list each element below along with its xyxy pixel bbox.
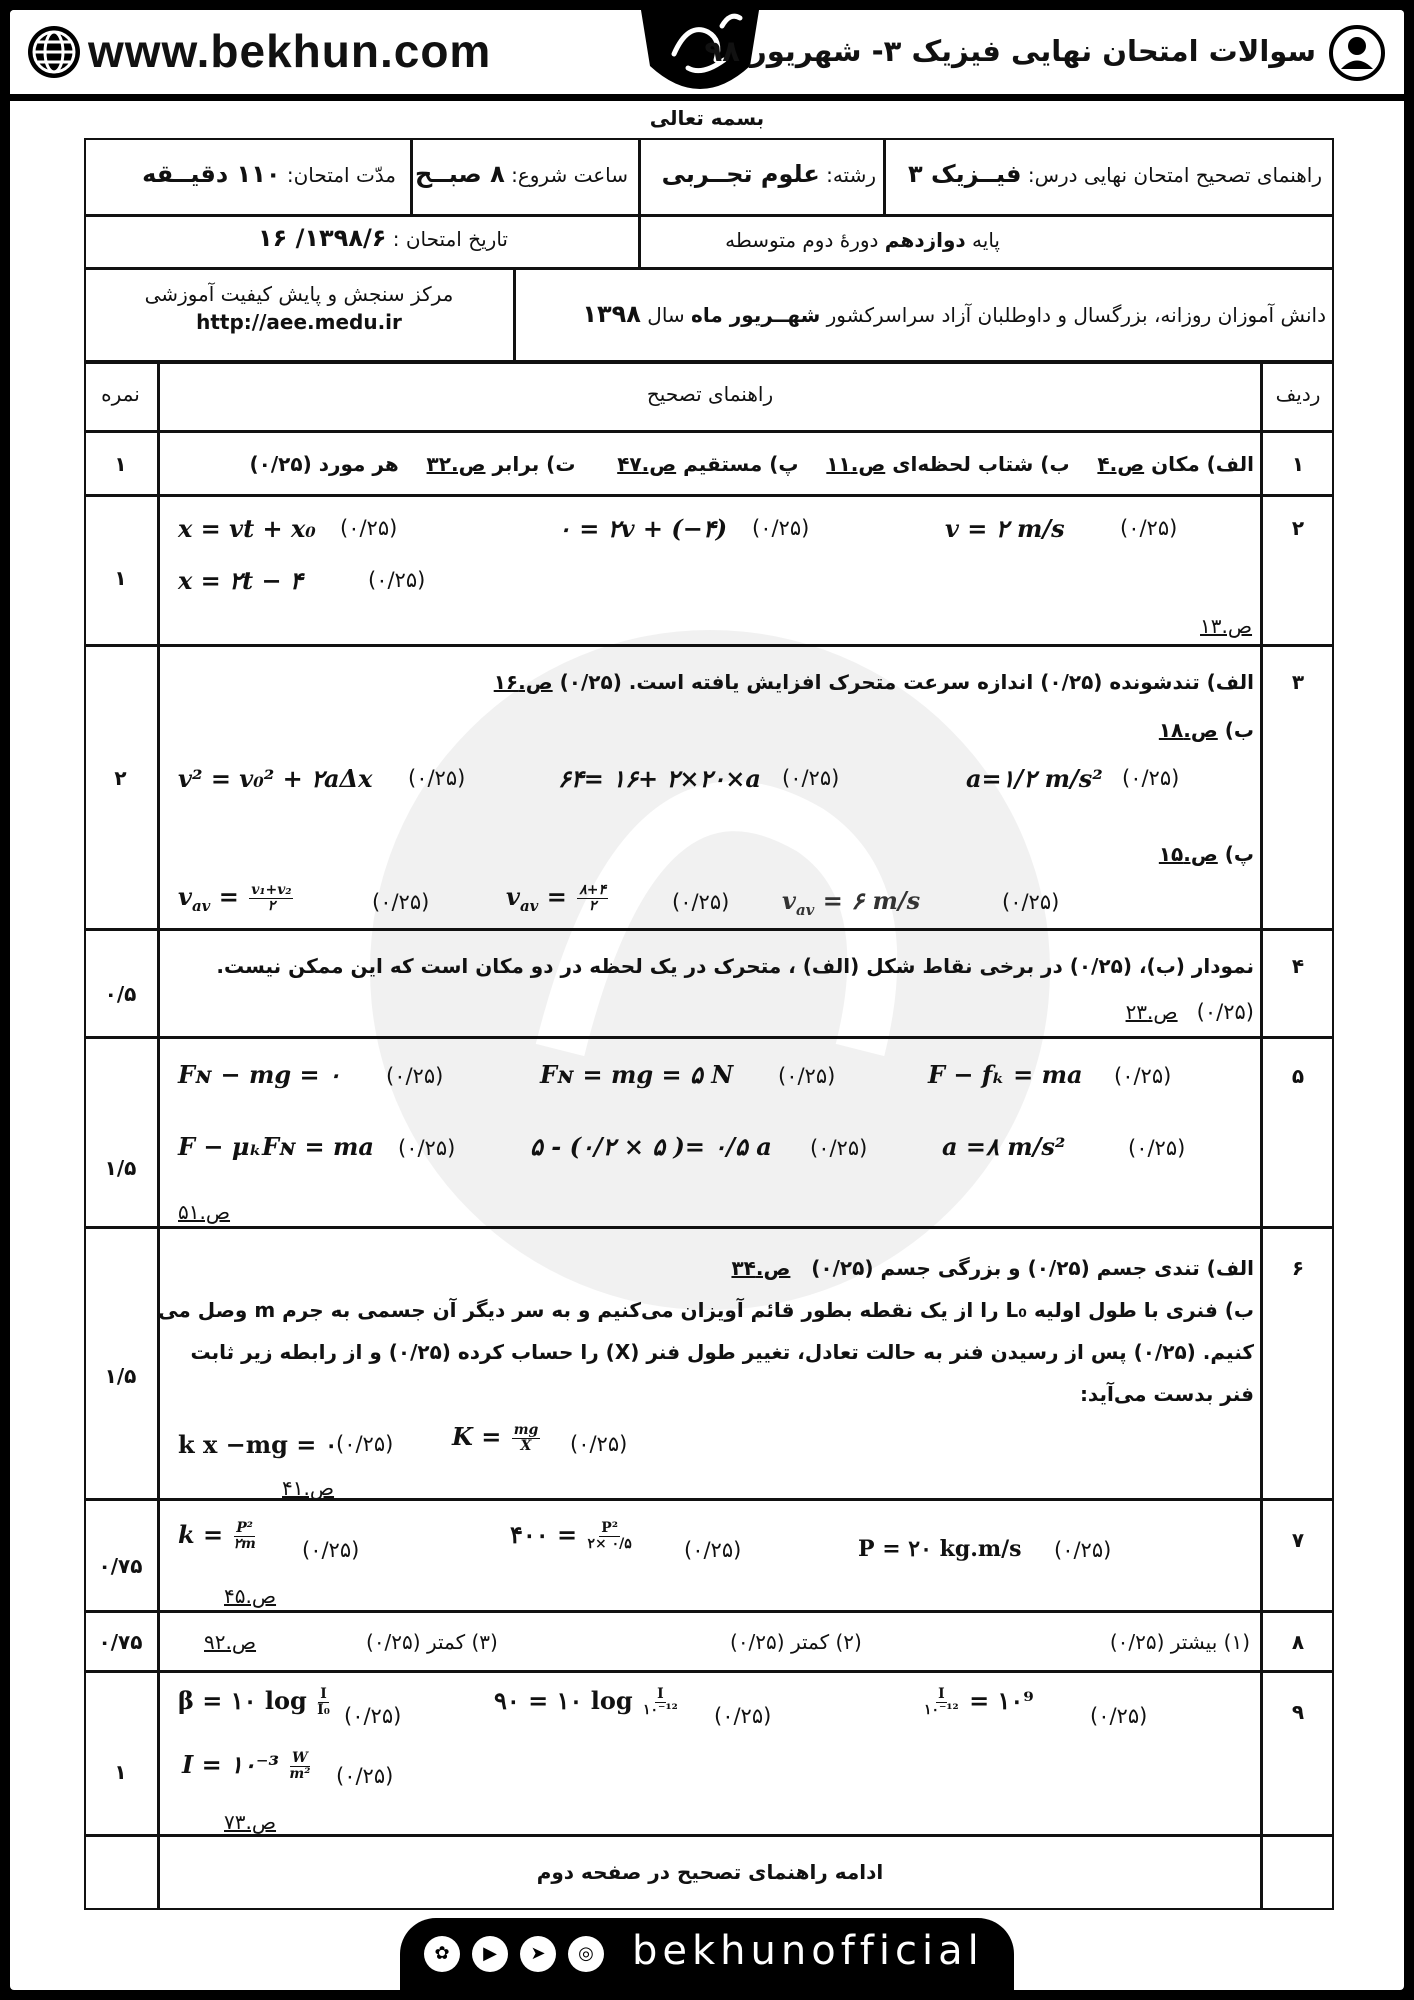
frac-den: ۱۰⁻¹² [924, 1702, 959, 1718]
page-ref: ص.۱۱ [826, 452, 886, 476]
divider [84, 1834, 1334, 1837]
mark: (۰/۲۵) [782, 766, 840, 790]
answer-3a [494, 670, 1254, 694]
mark: (۰/۲۵) [1114, 1064, 1172, 1088]
answer-3b [1159, 718, 1254, 742]
mark: (۰/۲۵) [372, 890, 430, 914]
equation: v = ۲ m/s [945, 514, 1065, 543]
eq-lhs: ۴۰۰ = [510, 1520, 578, 1549]
answer-1b: ب) شتاب لحظه‌ای [892, 452, 1070, 476]
col-score-header: نمره [101, 382, 140, 406]
row-score: ۱/۵ [104, 1364, 137, 1388]
frac-den: ۱۰⁻¹² [643, 1702, 678, 1718]
mark: (۰/۲۵) [336, 1764, 394, 1788]
row-score: ۰/۵ [104, 982, 137, 1006]
mark: (۰/۲۵) [1054, 1538, 1112, 1562]
row-score: ۰/۷۵ [98, 1554, 143, 1578]
row-number: ۸ [1291, 1630, 1305, 1654]
equation: P = ۲۰ kg.m/s [858, 1536, 1022, 1562]
answer-1-text [250, 452, 1254, 476]
row-number: ۵ [1291, 1064, 1305, 1088]
course-cell [908, 160, 1322, 188]
divider [84, 928, 1334, 931]
divider [84, 267, 1334, 270]
eq-lhs: I = ۱۰⁻³ [182, 1750, 280, 1779]
col-row-header: ردیف [1275, 382, 1321, 406]
divider [84, 1226, 1334, 1229]
center-name: مرکز سنجش و پایش کیفیت آموزشی [144, 282, 454, 306]
page-ref: ص.۱۵ [1158, 842, 1218, 866]
page-ref: ص.۲۳ [1125, 1000, 1178, 1024]
continue-note: ادامه راهنمای تصحیح در صفحه دوم [536, 1860, 884, 1884]
answer-1a: الف) مکان [1151, 452, 1254, 476]
answer-1c: پ) مستقیم [683, 452, 799, 476]
mark: (۰/۲۵) [1196, 1000, 1254, 1024]
equation: $v_{av}$ = $\frac{۸+۴}{۲}$ [506, 881, 606, 915]
duration-cell [142, 160, 396, 188]
page [10, 10, 1404, 1990]
row-number: ۲ [1291, 516, 1305, 540]
row-score: ۱ [114, 566, 127, 590]
divider [84, 1036, 1334, 1039]
site-url[interactable]: www.bekhun.com [88, 25, 492, 77]
equation: x = vt + x₀ [178, 514, 316, 543]
divider [638, 138, 641, 268]
eq-lhs: ۹۰ = ۱۰ log [494, 1686, 633, 1715]
start-cell [415, 160, 628, 188]
equation: F − μₖFɴ = ma [178, 1132, 374, 1161]
telegram-icon[interactable]: ➤ [520, 1936, 556, 1972]
answer-3b-label: ب) [1224, 718, 1254, 742]
row-score: ۲ [114, 766, 127, 790]
frac-num: P² [236, 1519, 253, 1536]
col-guide-header: راهنمای تصحیح [646, 382, 774, 406]
mark: (۰/۲۵) [778, 1064, 836, 1088]
page-ref: ص.۵۱ [178, 1200, 231, 1224]
grade-cell [725, 228, 1000, 252]
field-name: علوم تجــربی [661, 160, 820, 188]
frac-num: P² [601, 1519, 618, 1536]
frac-den: X [520, 1438, 532, 1454]
duration-label: مدّت امتحان: [286, 163, 396, 187]
mark: (۰/۲۵) [672, 890, 730, 914]
equation: $v_{av}$ = $\frac{\text{v₁+v₂}}{۲}$ [178, 881, 292, 915]
row-number: ۷ [1291, 1528, 1305, 1552]
grade-suffix: دورهٔ دوم متوسطه [725, 228, 879, 252]
equation: ۰ = ۲v + (−۴) [558, 514, 728, 543]
grade-value: دوازدهم [884, 228, 966, 252]
date-cell [258, 224, 508, 252]
mark: (۰/۲۵) [752, 516, 810, 540]
eq-subscript: av [191, 896, 211, 915]
eq-rhs: = ۶ m/s [822, 886, 921, 915]
row-number: ۶ [1291, 1256, 1305, 1280]
equation [182, 1750, 312, 1782]
page-ref: ص.۷۳ [224, 1810, 277, 1834]
equation [178, 1686, 332, 1718]
social-handle[interactable]: bekhunofficial [632, 1928, 984, 1974]
answer-8c: (۳) کمتر (۰/۲۵) [366, 1630, 498, 1654]
page-ref: ص.۳۲ [426, 452, 486, 476]
divider [883, 138, 886, 215]
divider [84, 1498, 1334, 1501]
grade-prefix: پایه [972, 228, 1000, 252]
divider [84, 644, 1334, 647]
exam-date: ۱۳۹۸/۶/ ۱۶ [257, 224, 387, 252]
equation [782, 886, 920, 919]
year-label: سال [647, 303, 685, 327]
divider [410, 138, 413, 215]
mark: (۰/۲۵) [714, 1704, 772, 1728]
answer-4-text: نمودار (ب)، (۰/۲۵) در برخی نقاط شکل (الف) ، متحرک در یک لحظه در دو مکان است که این ممکن نیست. [216, 954, 1254, 978]
row-score: ۰/۷۵ [98, 1630, 143, 1654]
page-ref: ص.۴۷ [617, 452, 677, 476]
globe-icon[interactable] [26, 24, 82, 80]
equation [510, 1520, 634, 1552]
mark: (۰/۲۵) [1120, 516, 1178, 540]
frac-den: m² [289, 1766, 311, 1782]
field-cell [662, 160, 876, 188]
eq-lhs: K = [452, 1422, 502, 1451]
row-score: ۱ [114, 1760, 127, 1784]
equation: ۶۴= ۱۶+ ۲×۲۰×a [558, 764, 761, 793]
students-text: دانش آموزان روزانه، بزرگسال و داوطلبان آزاد سراسرکشور [826, 303, 1326, 327]
equation: a=۱/۲ m/s² [966, 764, 1103, 793]
equation [452, 1422, 542, 1454]
row-score: ۱/۵ [104, 1156, 137, 1180]
equation: Fɴ − mg = ۰ [178, 1060, 341, 1089]
aparat-icon[interactable]: ✿ [424, 1936, 460, 1972]
answer-1d: ت) برابر [492, 452, 576, 476]
equation: F − fₖ = ma [928, 1060, 1083, 1089]
divider [84, 494, 1334, 497]
mark: (۰/۲۵) [302, 1538, 360, 1562]
row-number: ۱ [1291, 452, 1305, 476]
mark: (۰/۲۵) [1090, 1704, 1148, 1728]
mark: (۰/۲۵) [398, 1136, 456, 1160]
answer-3c [1159, 842, 1254, 866]
divider [84, 1670, 1334, 1673]
frac-den: ۲m [233, 1536, 256, 1552]
equation: Fɴ = mg = ۵ N [540, 1060, 734, 1089]
mark: (۰/۲۵) [570, 1432, 628, 1456]
mark: (۰/۲۵) [1122, 766, 1180, 790]
frac-den: I₀ [317, 1702, 330, 1718]
eq-lhs: k = [178, 1520, 224, 1549]
date-label: تاریخ امتحان : [392, 227, 508, 251]
answer-6a-text: الف) تندی جسم (۰/۲۵) و بزرگی جسم (۰/۲۵) [811, 1256, 1254, 1280]
eq-symbol: v [782, 886, 796, 915]
user-icon[interactable] [1328, 24, 1386, 82]
equation: k x −mg = ۰ [178, 1430, 338, 1459]
frac-num: mg [513, 1421, 539, 1438]
eq-subscript: av [795, 900, 815, 919]
answer-3c-label: پ) [1224, 842, 1254, 866]
equation [494, 1686, 680, 1718]
answer-6b-line1: ب) فنری با طول اولیه L₀ را از یک نقطه بطور قائم آویزان می‌کنیم و به سر دیگر آن جسمی به جرم m وصل می [158, 1298, 1254, 1322]
frac-num: W [291, 1749, 308, 1766]
equation: ۵ - (۰/۲ × ۵ )= ۰/۵ a [530, 1132, 772, 1161]
frac-num: ۸+۴ [579, 881, 606, 898]
page-ref: ص.۱۳ [1200, 614, 1253, 638]
equation: a =۸ m/s² [942, 1132, 1066, 1161]
page-ref: ص.۴ [1097, 452, 1145, 476]
mark: (۰/۲۵) [344, 1704, 402, 1728]
answer-3a-text: الف) تندشونده (۰/۲۵) اندازه سرعت متحرک افزایش یافته است. (۰/۲۵) [559, 670, 1254, 694]
instagram-icon[interactable]: ◎ [568, 1936, 604, 1972]
mark: (۰/۲۵) [340, 516, 398, 540]
row-number: ۹ [1291, 1700, 1305, 1724]
answer-8b: (۲) کمتر (۰/۲۵) [730, 1630, 862, 1654]
field-label: رشته: [826, 163, 876, 187]
mark: (۰/۲۵) [336, 1432, 394, 1456]
equation: x = ۲t − ۴ [178, 566, 303, 595]
duration-value: ۱۱۰ دقیــقه [142, 160, 281, 188]
answer-6a [731, 1256, 1254, 1280]
start-label: ساعت شروع: [511, 163, 628, 187]
eq-rhs: = ۱۰⁹ [969, 1686, 1034, 1715]
divider [84, 430, 1334, 433]
header-divider [10, 94, 1404, 101]
exam-title: سوالات امتحان نهایی فیزیک ۳- شهریور ۹۸ [704, 34, 1316, 68]
answer-6b-line3: فنر بدست می‌آید: [1079, 1382, 1254, 1406]
eq-lhs: β = ۱۰ log [178, 1686, 307, 1715]
mark: (۰/۲۵) [368, 568, 426, 592]
eq-subscript: av [519, 896, 539, 915]
answer-8a: (۱) بیشتر (۰/۲۵) [1109, 1630, 1250, 1654]
mark: (۰/۲۵) [408, 766, 466, 790]
center-url[interactable]: http://aee.medu.ir [196, 310, 402, 334]
basmala: بسمه تعالی [649, 106, 765, 130]
answer-6b-line2: کنیم. (۰/۲۵) پس از رسیدن فنر به حالت تعادل، تغییر طول فنر (X) را حساب کرده (۰/۲۵) و از رابطه زیر ثابت [190, 1340, 1254, 1364]
mark: (۰/۲۵) [1128, 1136, 1186, 1160]
row-score: ۱ [114, 452, 127, 476]
answer-4-ref [1126, 1000, 1254, 1024]
row-column-line [1260, 362, 1263, 1910]
divider [513, 267, 516, 362]
mark: (۰/۲۵) [1002, 890, 1060, 914]
divider [84, 214, 1334, 217]
score-column-line [157, 362, 160, 1910]
exam-year: ۱۳۹۸ [582, 300, 641, 328]
eq-symbol: v [178, 882, 192, 911]
mark: (۰/۲۵) [810, 1136, 868, 1160]
page-ref: ص.۴۵ [224, 1584, 277, 1608]
frac-num: I [320, 1685, 327, 1702]
course-label: راهنمای تصحیح امتحان نهایی درس: [1027, 163, 1322, 187]
page-ref: ص.۹۲ [204, 1630, 257, 1654]
page-ref: ص.۴۱ [282, 1476, 335, 1500]
students-cell [582, 300, 1326, 328]
frac-den: ۲ [588, 898, 597, 914]
exam-month: شهــریور ماه [691, 303, 821, 327]
page-ref: ص.۱۶ [493, 670, 553, 694]
frac-den: ۲ [267, 898, 276, 914]
mark: (۰/۲۵) [386, 1064, 444, 1088]
equation: v² = v₀² + ۲aΔx [178, 764, 373, 793]
frac-num: I [657, 1685, 664, 1702]
equation [922, 1686, 1034, 1718]
start-time: ۸ صبــح [415, 160, 505, 188]
eq-symbol: v [506, 882, 520, 911]
page-ref: ص.۳۴ [731, 1256, 791, 1280]
mark: (۰/۲۵) [684, 1538, 742, 1562]
page-ref: ص.۱۸ [1158, 718, 1218, 742]
frac-num: v₁+v₂ [251, 881, 292, 898]
frac-den: ۲× ۰/۵ [587, 1536, 632, 1552]
each-mark: هر مورد (۰/۲۵) [249, 452, 399, 476]
youtube-icon[interactable]: ▶ [472, 1936, 508, 1972]
row-number: ۴ [1291, 954, 1305, 978]
site-header [10, 10, 1404, 94]
equation [178, 1520, 258, 1552]
social-footer [400, 1918, 1014, 1990]
frac-num: I [938, 1685, 945, 1702]
row-number: ۳ [1291, 670, 1305, 694]
course-name: فیــزیک ۳ [908, 160, 1022, 188]
divider [84, 1610, 1334, 1613]
